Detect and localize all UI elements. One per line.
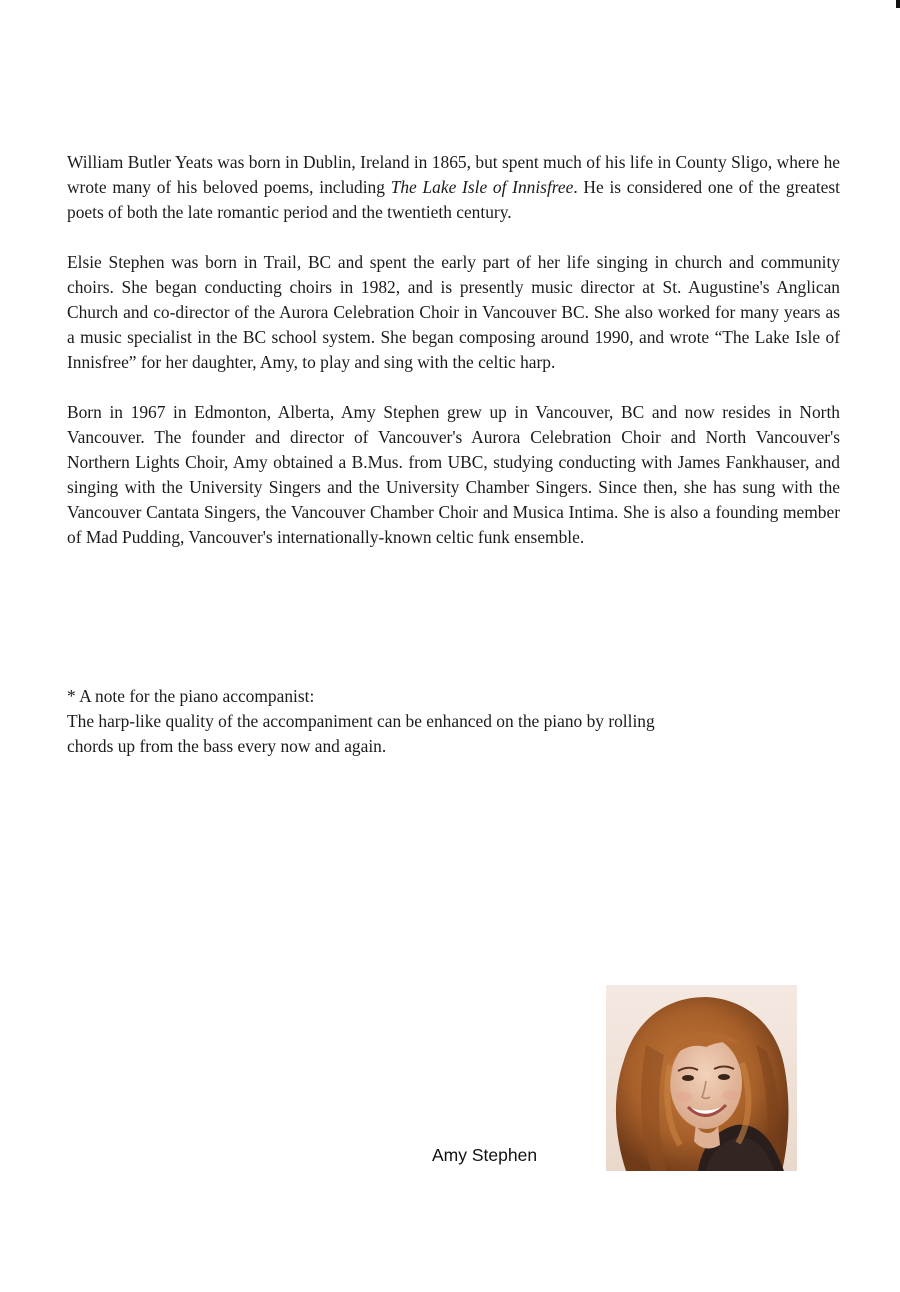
- yeats-text-end: . He is considered one of the greatest poets of both the late romantic period and the twentieth century.: [67, 177, 840, 222]
- piano-note: [67, 684, 840, 759]
- poem-title: The Lake Isle of Innisfree: [390, 177, 574, 197]
- note-line-1: The harp-like quality of the accompaniment can be enhanced on the piano by rolling: [67, 711, 655, 731]
- yeats-text-start: William Butler Yeats was born in Dublin, Ireland in 1865, but spent much of his life in County Sligo, where he wrote many of his beloved poems, including: [67, 152, 840, 197]
- portrait-illustration: [606, 985, 797, 1171]
- note-heading: * A note for the piano accompanist:: [67, 686, 315, 706]
- biography-text: [67, 150, 840, 575]
- yeats-paragraph: [67, 150, 840, 225]
- elsie-paragraph: Elsie Stephen was born in Trail, BC and spent the early part of her life singing in church and community choirs. She began conducting choirs in 1982, and is presently music director at St. Augustine's Anglican Church and co-director of the Aurora Celebration Choir in Vancouver BC. She also worked for many years as a music specialist in the BC school system. She began composing around 1990, and wrote “The Lake Isle of Innisfree” for her daughter, Amy, to play and sing with the celtic harp.: [67, 252, 840, 372]
- page-corner-mark: [896, 0, 900, 8]
- amy-paragraph: Born in 1967 in Edmonton, Alberta, Amy Stephen grew up in Vancouver, BC and now resides in North Vancouver. The founder and director of Vancouver's Aurora Celebration Choir and North Vancouver's Northern Lights Choir, Amy obtained a B.Mus. from UBC, studying conducting with James Fankhauser, and singing with the University Singers and the University Chamber Singers. Since then, she has sung with the Vancouver Cantata Singers, the Vancouver Chamber Choir and Musica Intima. She is also a founding member of Mad Pudding, Vancouver's internationally-known celtic funk ensemble.: [67, 402, 840, 547]
- photo-caption: Amy Stephen: [432, 1145, 538, 1165]
- note-line-2: chords up from the bass every now and again.: [67, 736, 387, 756]
- amy-stephen-photo: [606, 985, 797, 1171]
